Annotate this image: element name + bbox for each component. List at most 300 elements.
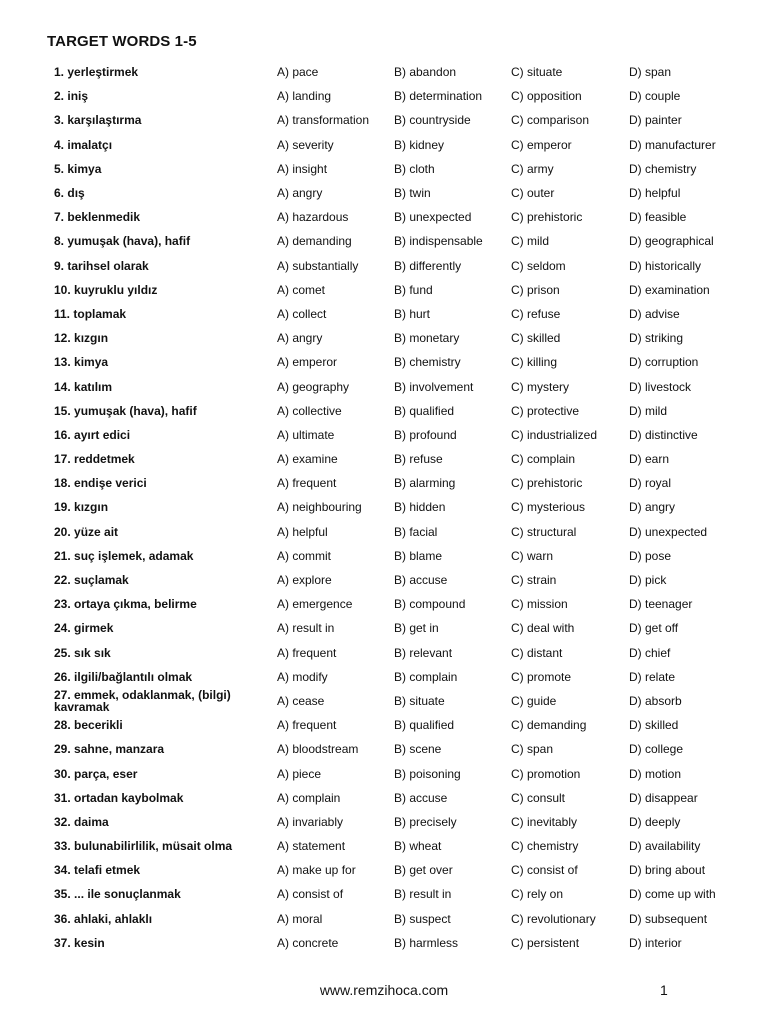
option-b: B) blame (394, 548, 443, 563)
option-b: B) relevant (394, 645, 453, 660)
question-prompt (54, 792, 264, 804)
question-list (0, 60, 768, 955)
question-prompt (54, 284, 264, 296)
question-number: 35. (54, 887, 71, 902)
option-a: A) make up for (277, 863, 356, 878)
option-d: D) motion (629, 766, 682, 781)
question-number: 16. (54, 427, 71, 442)
question-prompt (54, 405, 264, 417)
question-prompt (54, 501, 264, 513)
option-a: A) examine (277, 452, 338, 467)
option-a: A) collective (277, 403, 342, 418)
option-a: A) concrete (277, 935, 339, 950)
question-prompt (54, 235, 264, 247)
question-prompt (54, 429, 264, 441)
question-text: yerleştirmek (67, 65, 139, 80)
question-row (0, 858, 768, 882)
question-text: emmek, odaklanmak, (bilgi) kavramak (54, 687, 231, 714)
option-a: A) neighbouring (277, 500, 362, 515)
question-number: 29. (54, 742, 71, 757)
question-text: suçlamak (74, 573, 129, 588)
question-prompt (54, 913, 264, 925)
question-number: 17. (54, 452, 71, 467)
question-row (0, 181, 768, 205)
question-number: 33. (54, 839, 71, 854)
question-number: 8. (54, 234, 65, 249)
question-row (0, 84, 768, 108)
option-d: D) pick (629, 573, 667, 588)
option-a: A) commit (277, 548, 331, 563)
option-b: B) suspect (394, 911, 451, 926)
option-a: A) emperor (277, 355, 338, 370)
option-a: A) demanding (277, 234, 352, 249)
question-text: kızgın (74, 500, 109, 515)
option-b: B) chemistry (394, 355, 461, 370)
question-text: kesin (74, 935, 105, 950)
option-c: C) opposition (511, 89, 582, 104)
question-text: imalatçı (67, 137, 113, 152)
question-row (0, 737, 768, 761)
question-prompt (54, 308, 264, 320)
question-text: katılım (74, 379, 113, 394)
option-c: C) distant (511, 645, 563, 660)
option-c: C) complain (511, 452, 576, 467)
option-b: B) qualified (394, 718, 455, 733)
question-row (0, 278, 768, 302)
question-prompt (54, 90, 264, 102)
option-a: A) pace (277, 65, 319, 80)
option-c: C) mysterious (511, 500, 586, 515)
option-a: A) result in (277, 621, 335, 636)
question-prompt (54, 743, 264, 755)
option-c: C) demanding (511, 718, 587, 733)
option-d: D) interior (629, 935, 682, 950)
question-row (0, 302, 768, 326)
question-text: kuyruklu yıldız (74, 282, 158, 297)
question-prompt (54, 840, 264, 852)
question-text: bulunabilirlilik, müsait olma (74, 839, 233, 854)
question-row (0, 713, 768, 737)
option-c: C) inevitably (511, 814, 578, 829)
option-c: C) strain (511, 573, 557, 588)
option-c: C) guide (511, 693, 557, 708)
question-number: 3. (54, 113, 65, 128)
question-row (0, 810, 768, 834)
option-d: D) couple (629, 89, 681, 104)
question-text: ayırt edici (74, 427, 131, 442)
question-prompt (54, 381, 264, 393)
question-text: ilgili/bağlantılı olmak (74, 669, 193, 684)
question-text: parça, eser (74, 766, 138, 781)
option-b: B) abandon (394, 65, 457, 80)
option-b: B) facial (394, 524, 438, 539)
question-row (0, 907, 768, 931)
question-number: 4. (54, 137, 65, 152)
question-row (0, 471, 768, 495)
option-c: C) warn (511, 548, 554, 563)
question-text: girmek (74, 621, 114, 636)
question-row (0, 544, 768, 568)
option-a: A) collect (277, 306, 327, 321)
question-number: 15. (54, 403, 71, 418)
option-a: A) substantially (277, 258, 359, 273)
option-d: D) span (629, 65, 672, 80)
option-c: C) prehistoric (511, 476, 583, 491)
option-a: A) moral (277, 911, 323, 926)
question-text: daima (74, 814, 109, 829)
option-a: A) transformation (277, 113, 370, 128)
option-c: C) emperor (511, 137, 572, 152)
question-prompt (54, 598, 264, 610)
option-b: B) differently (394, 258, 462, 273)
option-a: A) frequent (277, 645, 337, 660)
option-c: C) seldom (511, 258, 566, 273)
question-prompt (54, 356, 264, 368)
option-c: C) outer (511, 186, 555, 201)
question-text: kızgın (74, 331, 109, 346)
option-b: B) alarming (394, 476, 456, 491)
option-d: D) chief (629, 645, 671, 660)
option-b: B) poisoning (394, 766, 461, 781)
footer-url: www.remzihoca.com (319, 982, 449, 998)
question-text: kimya (74, 355, 109, 370)
option-b: B) accuse (394, 573, 448, 588)
question-text: karşılaştırma (67, 113, 142, 128)
option-d: D) availability (629, 839, 701, 854)
question-row (0, 834, 768, 858)
option-c: C) consist of (511, 863, 578, 878)
question-prompt (54, 864, 264, 876)
option-b: B) harmless (394, 935, 459, 950)
option-b: B) kidney (394, 137, 445, 152)
option-b: B) twin (394, 186, 431, 201)
question-number: 2. (54, 89, 65, 104)
option-d: D) bring about (629, 863, 706, 878)
option-c: C) rely on (511, 887, 564, 902)
question-row (0, 423, 768, 447)
question-row (0, 229, 768, 253)
option-a: A) landing (277, 89, 332, 104)
option-b: B) refuse (394, 452, 443, 467)
question-prompt (54, 66, 264, 78)
option-d: D) subsequent (629, 911, 708, 926)
option-b: B) precisely (394, 814, 457, 829)
option-b: B) cloth (394, 161, 435, 176)
option-d: D) manufacturer (629, 137, 716, 152)
option-d: D) mild (629, 403, 667, 418)
page-title: TARGET WORDS 1-5 (47, 33, 197, 50)
option-a: A) cease (277, 693, 325, 708)
option-c: C) consult (511, 790, 566, 805)
question-number: 1. (54, 65, 65, 80)
option-d: D) royal (629, 476, 672, 491)
option-d: D) earn (629, 452, 670, 467)
question-text: suç işlemek, adamak (74, 548, 194, 563)
question-row (0, 447, 768, 471)
option-d: D) livestock (629, 379, 692, 394)
option-c: C) persistent (511, 935, 580, 950)
question-text: tarihsel olarak (67, 258, 149, 273)
question-number: 22. (54, 573, 71, 588)
option-d: D) striking (629, 331, 684, 346)
option-a: A) geography (277, 379, 350, 394)
option-c: C) situate (511, 65, 563, 80)
option-a: A) helpful (277, 524, 328, 539)
question-prompt (54, 163, 264, 175)
question-number: 14. (54, 379, 71, 394)
option-a: A) hazardous (277, 210, 349, 225)
option-d: D) corruption (629, 355, 699, 370)
question-row (0, 350, 768, 374)
option-d: D) distinctive (629, 427, 698, 442)
question-text: beklenmedik (67, 210, 141, 225)
option-c: C) structural (511, 524, 577, 539)
option-c: C) army (511, 161, 554, 176)
question-text: yüze ait (74, 524, 119, 539)
option-a: A) emergence (277, 597, 353, 612)
option-b: B) situate (394, 693, 445, 708)
option-c: C) killing (511, 355, 558, 370)
question-row (0, 374, 768, 398)
option-d: D) unexpected (629, 524, 708, 539)
option-b: B) profound (394, 427, 457, 442)
option-b: B) compound (394, 597, 466, 612)
question-prompt (54, 453, 264, 465)
option-c: C) chemistry (511, 839, 579, 854)
option-d: D) absorb (629, 693, 682, 708)
question-prompt (54, 477, 264, 489)
option-a: A) invariably (277, 814, 344, 829)
option-b: B) fund (394, 282, 433, 297)
question-prompt (54, 622, 264, 634)
page-number: 1 (660, 982, 668, 998)
option-a: A) angry (277, 331, 323, 346)
option-d: D) relate (629, 669, 676, 684)
question-number: 30. (54, 766, 71, 781)
option-a: A) angry (277, 186, 323, 201)
question-row (0, 520, 768, 544)
option-a: A) consist of (277, 887, 344, 902)
question-number: 20. (54, 524, 71, 539)
question-number: 7. (54, 210, 65, 225)
option-b: B) hurt (394, 306, 431, 321)
option-d: D) painter (629, 113, 682, 128)
question-number: 9. (54, 258, 65, 273)
option-c: C) promote (511, 669, 572, 684)
question-prompt (54, 888, 264, 900)
question-row (0, 60, 768, 84)
question-row (0, 254, 768, 278)
question-prompt (54, 574, 264, 586)
question-text: dış (67, 186, 85, 201)
question-row (0, 616, 768, 640)
question-number: 31. (54, 790, 71, 805)
question-row (0, 568, 768, 592)
question-prompt (54, 550, 264, 562)
question-row (0, 326, 768, 350)
question-prompt (54, 260, 264, 272)
question-prompt (54, 332, 264, 344)
option-a: A) modify (277, 669, 328, 684)
option-c: C) prehistoric (511, 210, 583, 225)
question-prompt (54, 526, 264, 538)
question-number: 36. (54, 911, 71, 926)
question-row (0, 495, 768, 519)
option-b: B) involvement (394, 379, 474, 394)
question-prompt (54, 719, 264, 731)
option-d: D) disappear (629, 790, 698, 805)
option-c: C) mystery (511, 379, 569, 394)
option-d: D) deeply (629, 814, 681, 829)
question-prompt (54, 768, 264, 780)
option-c: C) revolutionary (511, 911, 596, 926)
option-a: A) explore (277, 573, 332, 588)
option-b: B) indispensable (394, 234, 483, 249)
question-text: yumuşak (hava), hafif (74, 403, 197, 418)
option-c: C) deal with (511, 621, 575, 636)
option-d: D) geographical (629, 234, 714, 249)
option-b: B) determination (394, 89, 483, 104)
option-b: B) result in (394, 887, 452, 902)
option-c: C) refuse (511, 306, 561, 321)
question-row (0, 689, 768, 713)
question-row (0, 205, 768, 229)
question-number: 10. (54, 282, 71, 297)
option-d: D) angry (629, 500, 676, 515)
option-d: D) skilled (629, 718, 679, 733)
question-row (0, 641, 768, 665)
question-row (0, 108, 768, 132)
question-prompt (54, 689, 264, 713)
question-row (0, 592, 768, 616)
option-d: D) pose (629, 548, 672, 563)
option-b: B) scene (394, 742, 442, 757)
option-d: D) helpful (629, 186, 681, 201)
question-prompt (54, 114, 264, 126)
question-number: 23. (54, 597, 71, 612)
question-number: 6. (54, 186, 65, 201)
question-number: 12. (54, 331, 71, 346)
option-b: B) complain (394, 669, 458, 684)
question-text: ... ile sonuçlanmak (74, 887, 181, 902)
option-b: B) get over (394, 863, 453, 878)
question-number: 18. (54, 476, 71, 491)
question-row (0, 882, 768, 906)
question-text: ortadan kaybolmak (74, 790, 184, 805)
question-number: 26. (54, 669, 71, 684)
option-a: A) comet (277, 282, 326, 297)
option-a: A) ultimate (277, 427, 335, 442)
question-number: 34. (54, 863, 71, 878)
option-a: A) complain (277, 790, 341, 805)
option-a: A) bloodstream (277, 742, 359, 757)
question-number: 37. (54, 935, 71, 950)
question-prompt (54, 139, 264, 151)
option-b: B) monetary (394, 331, 460, 346)
option-d: D) chemistry (629, 161, 697, 176)
question-row (0, 665, 768, 689)
question-text: sık sık (74, 645, 111, 660)
question-text: endişe verici (74, 476, 147, 491)
question-number: 25. (54, 645, 71, 660)
question-text: ahlaki, ahlaklı (74, 911, 153, 926)
option-b: B) qualified (394, 403, 455, 418)
option-b: B) get in (394, 621, 439, 636)
question-number: 11. (54, 306, 71, 321)
option-c: C) mission (511, 597, 568, 612)
option-d: D) examination (629, 282, 710, 297)
option-c: C) mild (511, 234, 549, 249)
question-number: 24. (54, 621, 71, 636)
question-prompt (54, 187, 264, 199)
question-row (0, 931, 768, 955)
option-d: D) historically (629, 258, 702, 273)
question-text: iniş (67, 89, 89, 104)
option-a: A) piece (277, 766, 322, 781)
question-number: 13. (54, 355, 71, 370)
question-text: toplamak (73, 306, 127, 321)
question-number: 19. (54, 500, 71, 515)
option-c: C) protective (511, 403, 580, 418)
question-text: ortaya çıkma, belirme (74, 597, 197, 612)
option-b: B) wheat (394, 839, 442, 854)
question-prompt (54, 671, 264, 683)
option-c: C) industrialized (511, 427, 598, 442)
option-c: C) promotion (511, 766, 581, 781)
question-row (0, 399, 768, 423)
option-c: C) comparison (511, 113, 590, 128)
question-number: 32. (54, 814, 71, 829)
question-number: 21. (54, 548, 71, 563)
option-d: D) feasible (629, 210, 687, 225)
option-d: D) advise (629, 306, 680, 321)
option-c: C) skilled (511, 331, 561, 346)
question-text: telafi etmek (74, 863, 141, 878)
option-a: A) frequent (277, 718, 337, 733)
option-b: B) hidden (394, 500, 446, 515)
option-d: D) teenager (629, 597, 693, 612)
question-row (0, 133, 768, 157)
question-text: sahne, manzara (74, 742, 165, 757)
option-a: A) frequent (277, 476, 337, 491)
option-d: D) get off (629, 621, 679, 636)
option-b: B) accuse (394, 790, 448, 805)
option-a: A) insight (277, 161, 328, 176)
option-c: C) span (511, 742, 554, 757)
question-text: kimya (67, 161, 102, 176)
question-number: 28. (54, 718, 71, 733)
question-text: yumuşak (hava), hafif (67, 234, 191, 249)
question-text: becerikli (74, 718, 123, 733)
option-b: B) countryside (394, 113, 471, 128)
question-number: 27. (54, 687, 71, 702)
question-row (0, 786, 768, 810)
option-a: A) severity (277, 137, 334, 152)
question-prompt (54, 211, 264, 223)
option-c: C) prison (511, 282, 560, 297)
question-prompt (54, 647, 264, 659)
question-prompt (54, 816, 264, 828)
option-a: A) statement (277, 839, 346, 854)
question-prompt (54, 937, 264, 949)
question-text: reddetmek (74, 452, 135, 467)
question-row (0, 761, 768, 785)
option-b: B) unexpected (394, 210, 472, 225)
option-d: D) come up with (629, 887, 716, 902)
question-row (0, 157, 768, 181)
option-d: D) college (629, 742, 684, 757)
question-number: 5. (54, 161, 65, 176)
